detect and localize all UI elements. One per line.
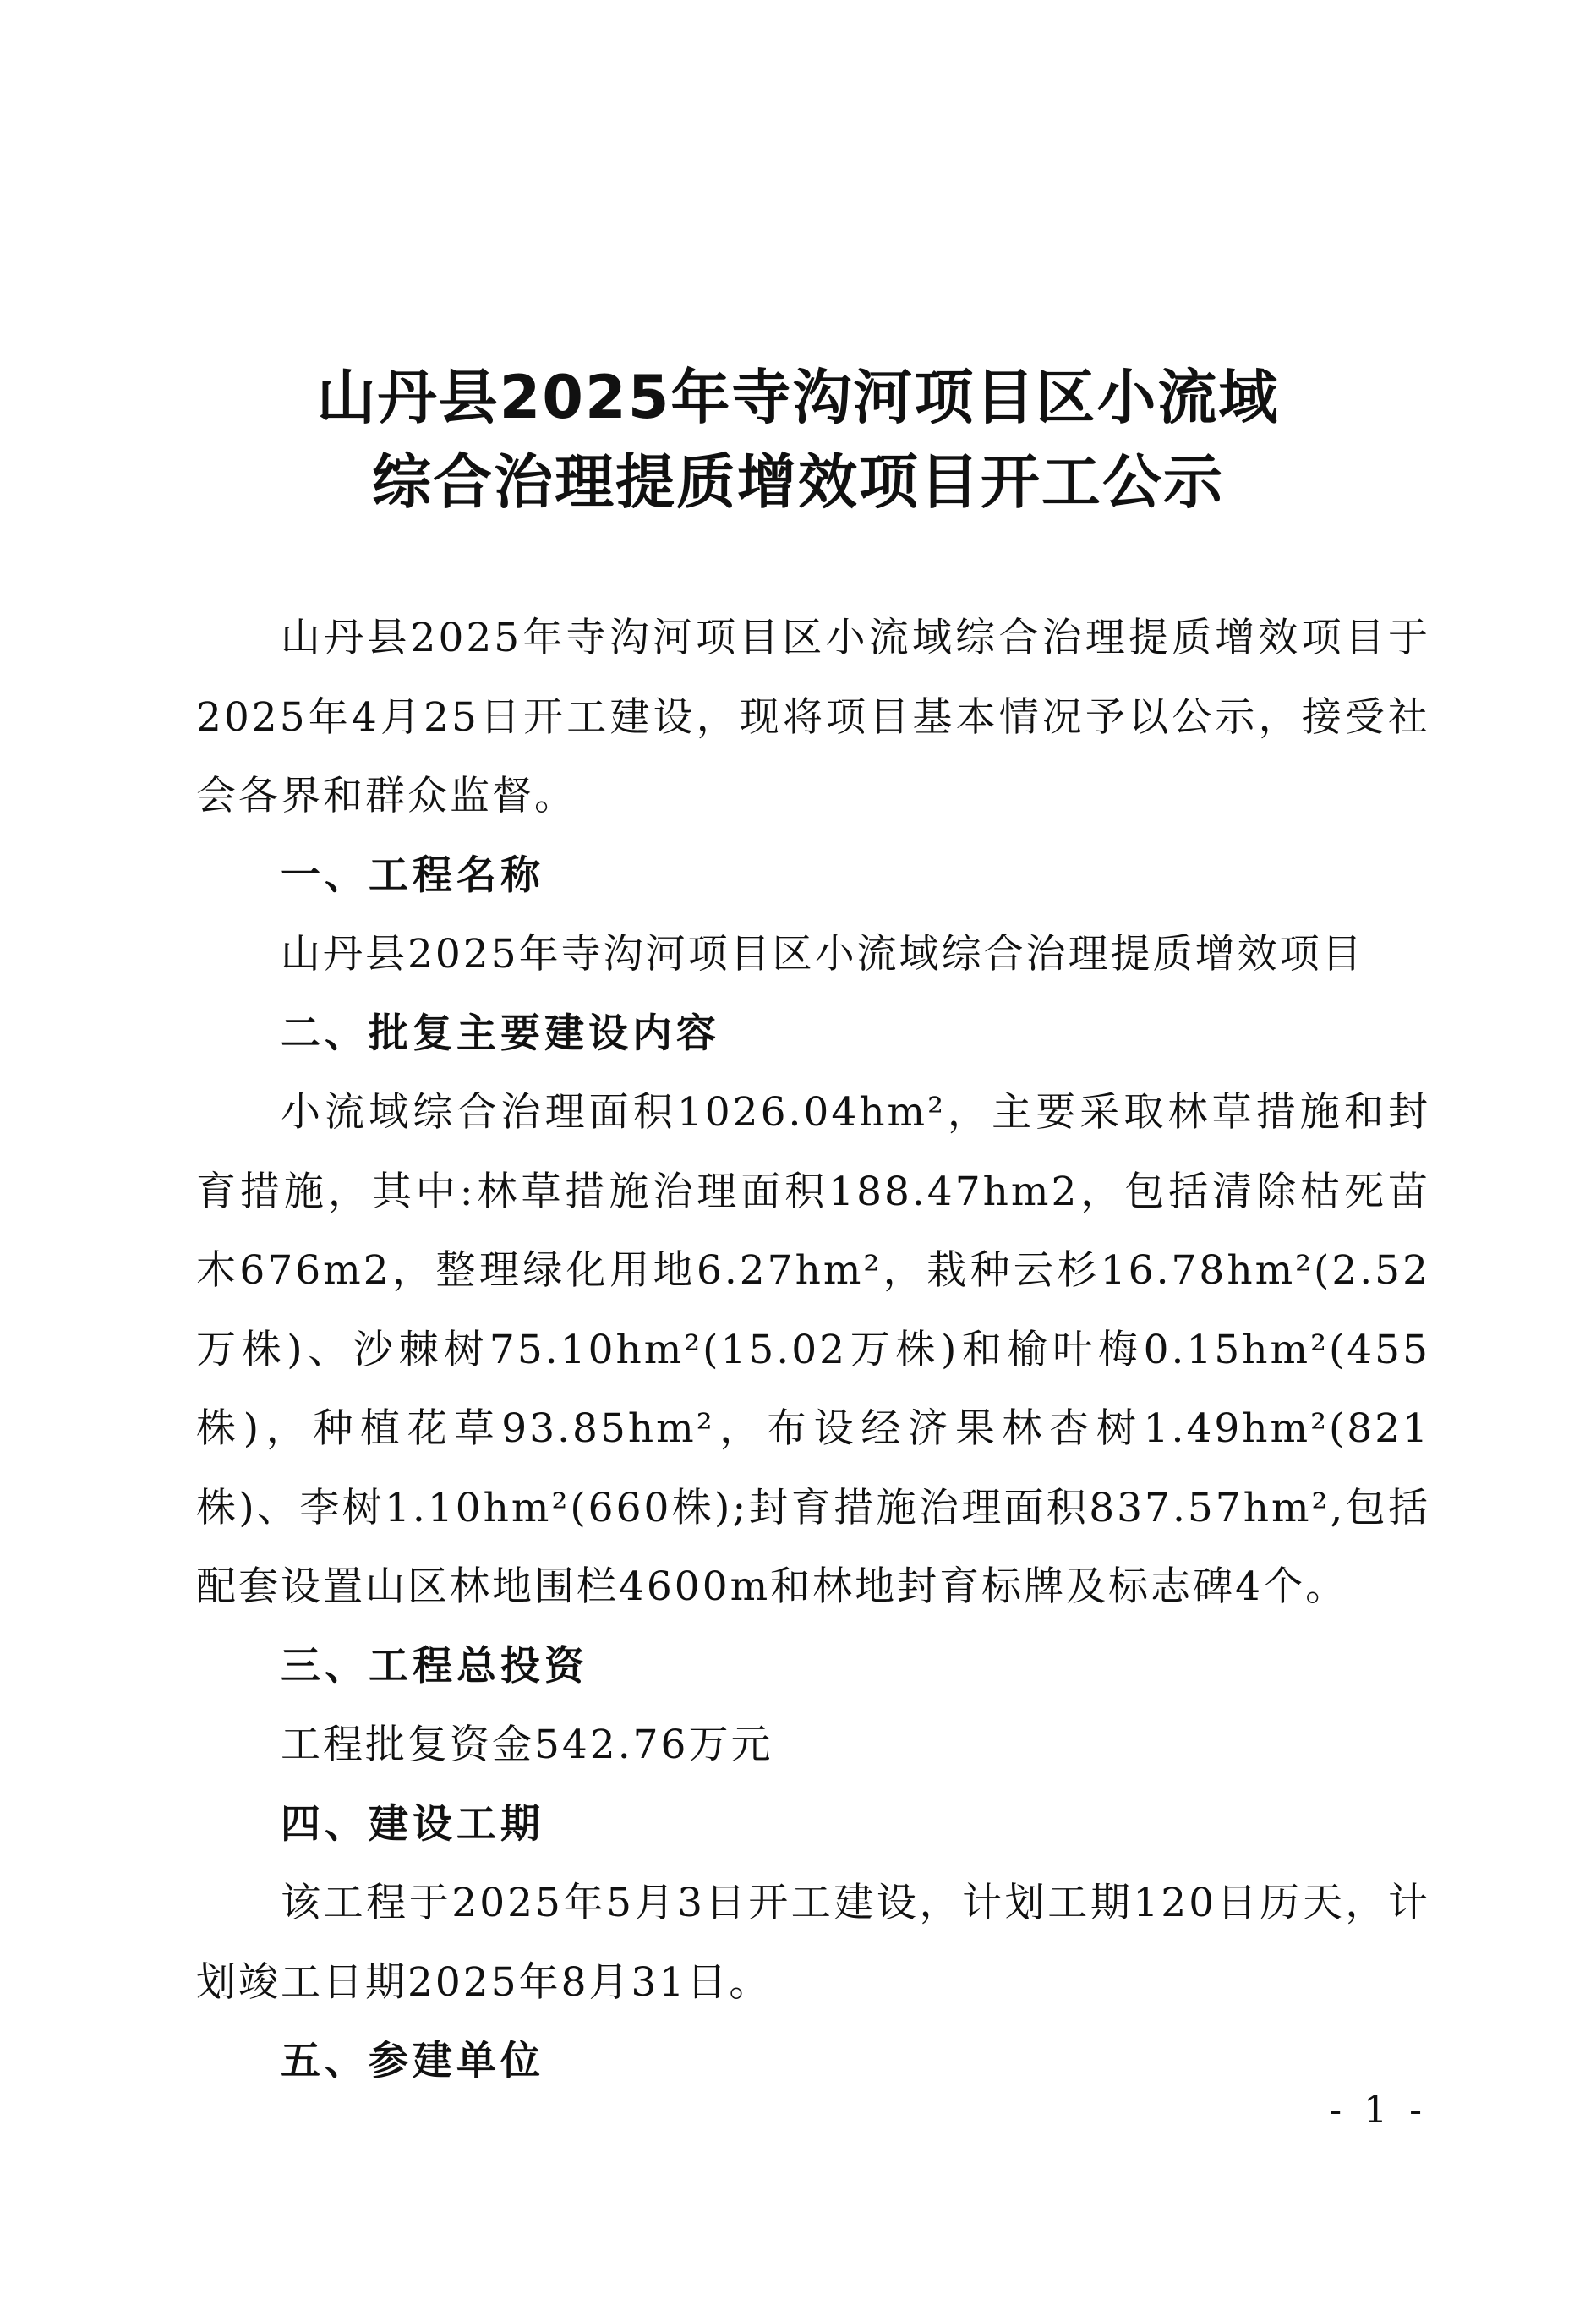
- section-heading-project-name: 一、工程名称: [281, 852, 544, 899]
- page-number: - 1 -: [1329, 2089, 1427, 2132]
- document-title: [0, 355, 1596, 524]
- section-heading-investment: 三、工程总投资: [281, 1642, 588, 1689]
- construction-content-paragraph: 小流域综合治理面积1026.04hm²，主要采取林草措施和封育措施，其中:林草措施治理面积188.47hm2，包括清除枯死苗木676m2，整理绿化用地6.27hm²，栽种云杉16.78hm²(2.52 万株)、沙棘树75.10hm²(15.02万株)和榆叶梅0.15hm²(455株)，种植花草93.85hm²，布设经济果林杏树1.49hm²(821株)、李树1.10hm²(660株);封育措施治理面积837.57hm²,包括配套设置山区林地围栏4600m和林地封育标牌及标志碑4个。: [196, 1089, 1430, 1610]
- project-name-paragraph: 山丹县2025年寺沟河项目区小流域综合治理提质增效项目: [281, 931, 1364, 978]
- title-line-1: 山丹县2025年寺沟河项目区小流域: [316, 363, 1280, 432]
- schedule-paragraph: 该工程于2025年5月3日开工建设，计划工期120日历天，计划竣工日期2025年8月31日。: [196, 1880, 1430, 2006]
- investment-paragraph: 工程批复资金542.76万元: [281, 1722, 773, 1768]
- section-heading-construction-content: 二、批复主要建设内容: [281, 1010, 720, 1057]
- document-body: [196, 599, 1430, 2101]
- title-line-2: 综合治理提质增效项目开工公示: [372, 447, 1224, 517]
- intro-paragraph: 山丹县2025年寺沟河项目区小流域综合治理提质增效项目于2025年4月25日开工建设，现将项目基本情况予以公示，接受社会各界和群众监督。: [196, 615, 1430, 819]
- section-heading-participants: 五、参建单位: [281, 2038, 544, 2084]
- section-heading-schedule: 四、建设工期: [281, 1800, 544, 1848]
